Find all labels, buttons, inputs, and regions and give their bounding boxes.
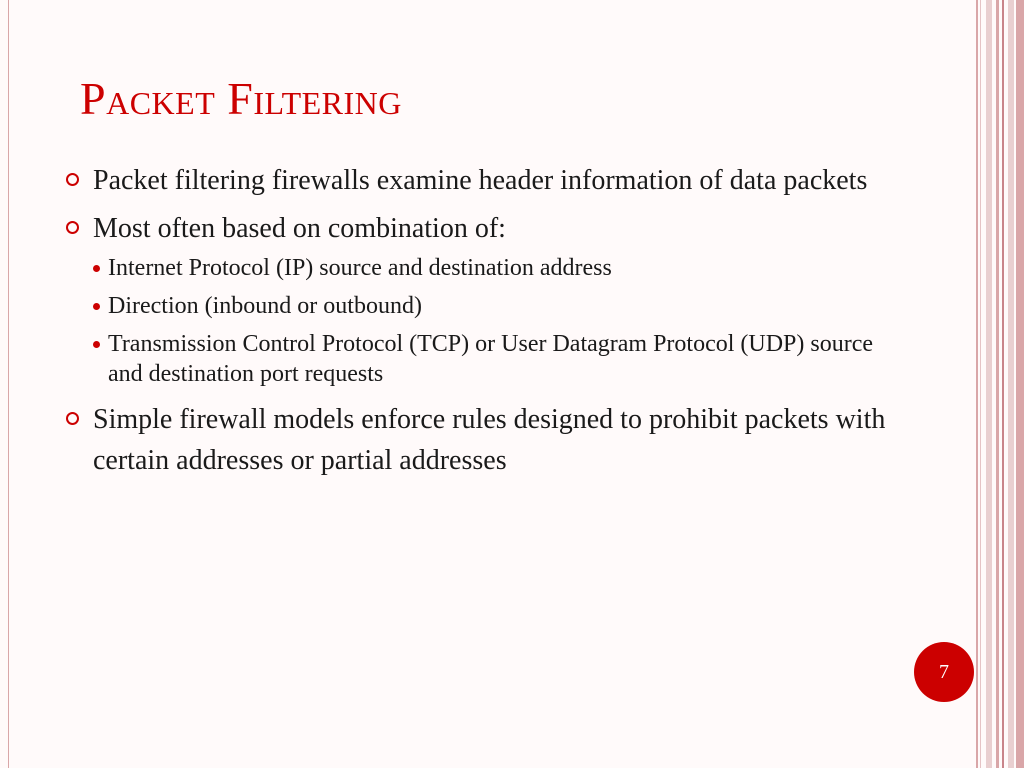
sub-bullet-list	[66, 253, 896, 389]
slide-title: Packet Filtering	[80, 73, 402, 124]
stripe	[980, 0, 981, 768]
bullet-text: Simple firewall models enforce rules designed to prohibit packets with certain addresses or partial addresses	[93, 404, 886, 476]
slide-content	[66, 160, 896, 488]
bullet-text: Most often based on combination of:	[93, 213, 506, 244]
stripe	[1002, 0, 1004, 768]
sub-bullet-text: Direction (inbound or outbound)	[108, 293, 422, 319]
sub-bullet-item	[66, 291, 896, 321]
page-number-badge	[914, 642, 974, 702]
sub-bullet-item	[66, 253, 896, 283]
dot-bullet-icon	[93, 303, 100, 310]
right-decorative-stripes	[976, 0, 1024, 768]
dot-bullet-icon	[93, 341, 100, 348]
stripe	[976, 0, 978, 768]
left-border-line	[8, 0, 9, 768]
sub-bullet-text: Transmission Control Protocol (TCP) or User Datagram Protocol (UDP) source and destination port requests	[108, 331, 874, 387]
sub-bullet-text: Internet Protocol (IP) source and destination address	[108, 255, 612, 281]
bullet-item	[66, 160, 896, 201]
bullet-item	[66, 208, 896, 249]
bullet-item	[66, 399, 896, 481]
bullet-text: Packet filtering firewalls examine header information of data packets	[93, 165, 868, 196]
stripe	[996, 0, 999, 768]
sub-bullet-item	[66, 329, 896, 389]
dot-bullet-icon	[93, 265, 100, 272]
stripe	[1016, 0, 1024, 768]
ring-bullet-icon	[66, 173, 79, 186]
ring-bullet-icon	[66, 412, 79, 425]
page-number: 7	[939, 660, 949, 683]
stripe	[1008, 0, 1014, 768]
ring-bullet-icon	[66, 221, 79, 234]
stripe	[986, 0, 992, 768]
